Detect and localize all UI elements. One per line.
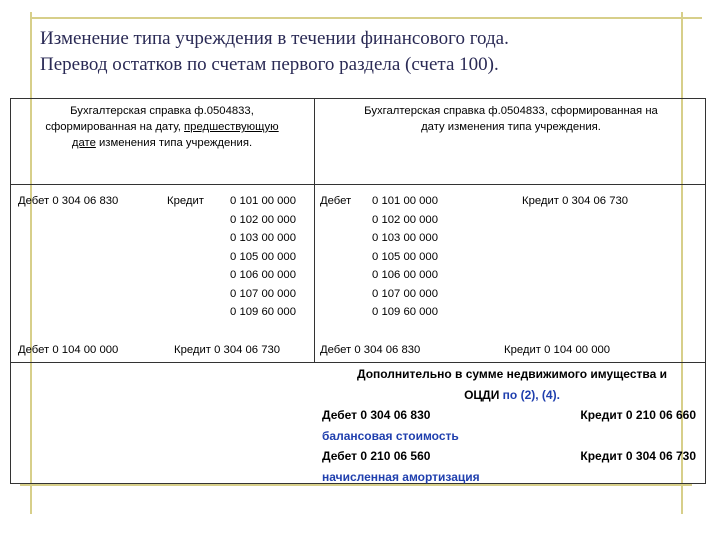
frame-top-line (30, 17, 702, 19)
left-header-line-3-text: изменения типа учреждения. (95, 137, 253, 149)
table-column-separator (314, 98, 315, 362)
left-header-line-3-underlined: дате (71, 137, 96, 149)
right-header-line-1: Бухгалтерская справка ф.0504833, сформированная на (364, 105, 658, 117)
account-item: 0 105 00 000 (230, 250, 296, 263)
title-line-1: Изменение типа учреждения в течении финансового года. (40, 28, 509, 49)
additional-line-2 (322, 385, 702, 406)
entry2-debit: Дебет 0 210 06 560 (322, 449, 431, 463)
additional-line-2-reference: по (2), (4). (502, 387, 560, 402)
right-block1-debit-accounts (360, 192, 438, 322)
right-header-line-2: дату изменения типа учреждения. (421, 121, 601, 133)
additional-line-2-text: ОЦДИ (464, 387, 503, 402)
account-item: 0 109 60 000 (372, 306, 438, 318)
left-header-line-3 (12, 135, 312, 151)
account-item: 0 103 00 000 (230, 232, 296, 244)
entry2-credit: Кредит 0 304 06 730 (580, 449, 696, 463)
account-item: 0 101 00 000 (230, 195, 296, 207)
left-block1-credit-accounts (216, 192, 296, 322)
left-block2-debit: Дебет 0 104 00 000 (18, 344, 119, 356)
account-item: 0 103 00 000 (372, 232, 438, 244)
account-item: 0 105 00 000 (372, 250, 438, 263)
account-item: 0 107 00 000 (230, 287, 296, 300)
right-block1-debit-label: Дебет (320, 195, 352, 207)
left-block1-credit-label: Кредит (167, 195, 204, 207)
left-block2-credit: Кредит 0 304 06 730 (174, 344, 281, 356)
account-item: 0 107 00 000 (372, 287, 438, 300)
left-header-line-2 (12, 119, 312, 135)
right-column-header (318, 103, 704, 135)
table-lower-separator (10, 362, 706, 363)
additional-entries (322, 364, 702, 487)
account-item: 0 106 00 000 (230, 269, 296, 281)
account-item: 0 106 00 000 (372, 269, 438, 281)
entry1-note: балансовая стоимость (322, 428, 459, 443)
account-item: 0 101 00 000 (372, 195, 438, 207)
right-block1-credit: Кредит 0 304 06 730 (522, 195, 629, 207)
entry1-credit: Кредит 0 210 06 660 (580, 408, 696, 422)
additional-entry-1 (322, 405, 702, 426)
account-item: 0 102 00 000 (230, 213, 296, 226)
additional-entry-2 (322, 446, 702, 467)
table-header-separator (10, 184, 706, 185)
left-header-line-1: Бухгалтерская справка ф.0504833, (70, 105, 254, 117)
additional-line-1: Дополнительно в сумме недвижимого имущества и (357, 367, 667, 381)
account-item: 0 102 00 000 (372, 213, 438, 226)
left-header-line-2-underlined: предшествующую (184, 121, 279, 133)
left-column-header (12, 103, 312, 151)
entry2-note: начисленная амортизация (322, 469, 480, 484)
account-item: 0 109 60 000 (230, 306, 296, 318)
right-block2-debit: Дебет 0 304 06 830 (320, 344, 421, 356)
right-block2-credit: Кредит 0 104 00 000 (504, 344, 611, 356)
left-header-line-2-text: сформированная на дату, (45, 121, 185, 133)
title-line-2: Перевод остатков по счетам первого раздела (счета 100). (40, 54, 499, 75)
slide-title (40, 26, 680, 78)
left-block1-debit: Дебет 0 304 06 830 (18, 195, 119, 207)
entry1-debit: Дебет 0 304 06 830 (322, 408, 431, 422)
